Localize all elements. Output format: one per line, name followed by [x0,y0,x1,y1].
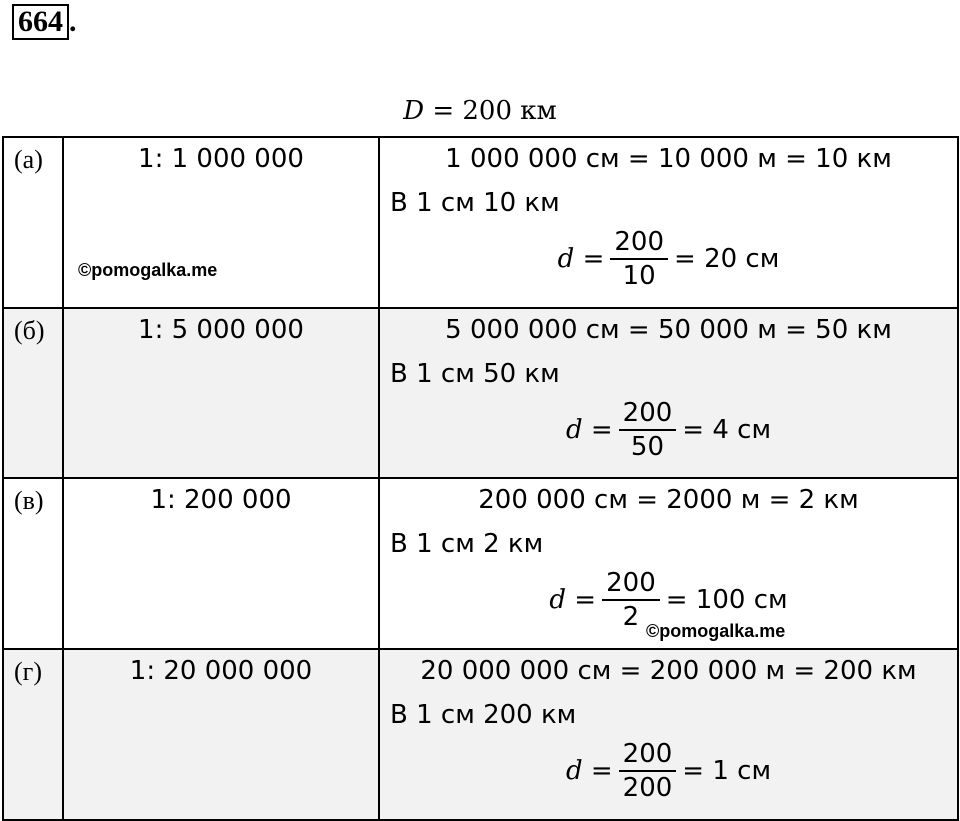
solution-cell [379,308,958,478]
row-label-cell [3,308,63,478]
problem-number: 664 . [12,4,77,40]
formula [380,734,957,808]
formula-result: = 100 см [665,585,788,615]
table-row [3,478,958,649]
fraction-denominator: 200 [622,773,673,803]
fraction [619,738,677,804]
solution-cell [379,478,958,649]
fraction-denominator: 50 [630,432,665,462]
in-one-cm-line: В 1 см 10 км [390,188,560,218]
scale-value: 1: 20 000 000 [129,656,313,686]
formula-equals: = [582,415,613,445]
row-label-cell [3,478,63,649]
formula-variable: d [549,585,567,615]
scale-value: 1: 5 000 000 [138,315,304,345]
in-one-cm-line: В 1 см 50 км [390,359,560,389]
fraction-numerator: 200 [610,226,668,260]
solution-cell [379,649,958,820]
in-one-cm-line: В 1 см 200 км [390,700,577,730]
solution-cell [379,137,958,308]
scale-value: 1: 1 000 000 [138,144,304,174]
scale-cell [63,308,379,478]
conversion-line: 20 000 000 см = 200 000 м = 200 км [420,656,917,686]
fraction-numerator: 200 [602,567,660,601]
fraction-denominator: 2 [622,602,640,632]
watermark: ©pomogalka.me [646,621,786,641]
fraction-denominator: 10 [622,261,656,291]
table-row [3,137,958,308]
fraction [610,226,668,292]
formula-equals: = [566,585,597,615]
conversion-line: 1 000 000 см = 10 000 м = 10 км [445,144,892,174]
in-one-cm-line: В 1 см 2 км [390,529,544,559]
scale-cell [63,137,379,308]
formula [380,222,957,296]
formula-result: = 4 см [682,415,772,445]
row-label: (а) [14,145,43,174]
conversion-line: 5 000 000 см = 50 000 м = 50 км [445,315,892,345]
given-statement [0,94,960,128]
given-variable: D [403,96,425,126]
watermark: ©pomogalka.me [78,260,218,280]
fraction-numerator: 200 [619,738,677,772]
scale-cell [63,478,379,649]
formula-variable: d [557,244,575,274]
row-label: (б) [14,316,45,345]
fraction-numerator: 200 [619,397,677,431]
problem-number-box: 664 [12,4,69,40]
row-label-cell [3,137,63,308]
row-label: (г) [14,657,42,686]
row-label: (в) [14,486,44,515]
table-row [3,649,958,820]
solution-table [2,136,959,821]
formula [380,393,957,467]
formula-result: = 20 см [674,244,780,274]
scale-value: 1: 200 000 [150,485,292,515]
conversion-line: 200 000 см = 2000 м = 2 км [478,485,859,515]
fraction [619,397,677,463]
scale-cell [63,649,379,820]
formula-equals: = [582,756,613,786]
given-value: = 200 км [424,96,557,126]
formula-equals: = [574,244,605,274]
formula-result: = 1 см [682,756,772,786]
row-label-cell [3,649,63,820]
formula-variable: d [565,756,583,786]
formula-variable: d [565,415,583,445]
table-row [3,308,958,478]
